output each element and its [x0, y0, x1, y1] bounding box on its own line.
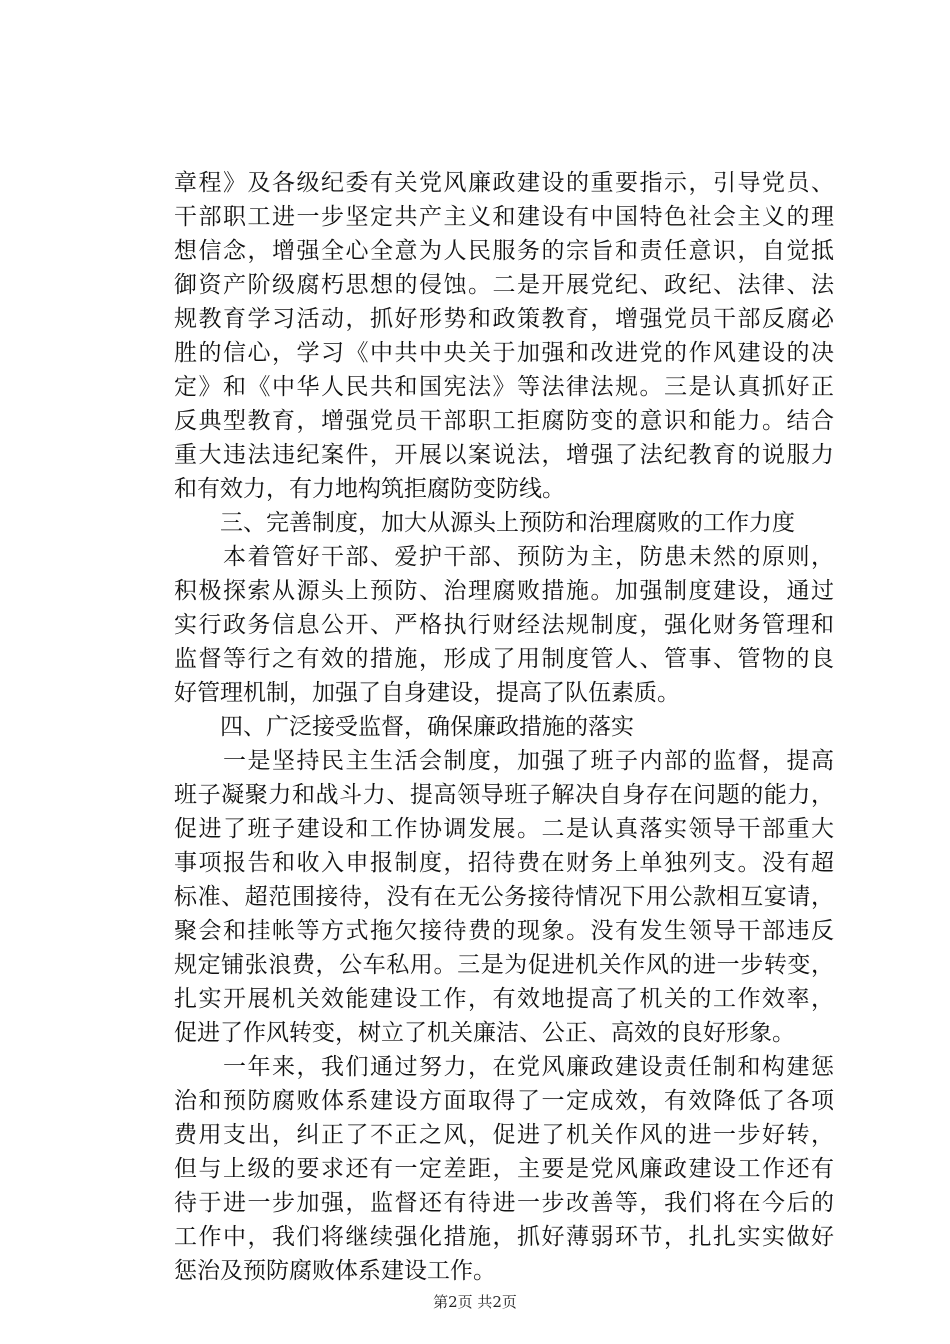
text-line: 和有效力，有力地构筑拒腐防变防线。: [174, 476, 565, 502]
text-line: 想信念，增强全心全意为人民服务的宗旨和责任意识，自觉抵: [174, 238, 834, 264]
text-line: 监督等行之有效的措施，形成了用制度管人、管事、管物的良: [174, 646, 834, 672]
text-line: 反典型教育，增强党员干部职工拒腐防变的意识和能力。结合: [174, 408, 834, 434]
text-line: 重大违法违纪案件，开展以案说法，增强了法纪教育的说服力: [174, 442, 834, 468]
text-line: 实行政务信息公开、严格执行财经法规制度，强化财务管理和: [174, 612, 834, 638]
section-heading: 四、广泛接受监督，确保廉政措施的落实: [174, 714, 634, 740]
text-line: 标准、超范围接待，没有在无公务接待情况下用公款相互宴请，: [174, 884, 834, 910]
document-body: [174, 166, 834, 1288]
text-line: 积极探索从源头上预防、治理腐败措施。加强制度建设，通过: [174, 578, 834, 604]
text-line: 一是坚持民主生活会制度，加强了班子内部的监督，提高: [174, 748, 834, 774]
text-line: 章程》及各级纪委有关党风廉政建设的重要指示，引导党员、: [174, 170, 834, 196]
text-line: 胜的信心，学习《中共中央关于加强和改进党的作风建设的决: [174, 340, 834, 366]
text-line: 促进了班子建设和工作协调发展。二是认真落实领导干部重大: [174, 816, 834, 842]
text-line: 干部职工进一步坚定共产主义和建设有中国特色社会主义的理: [174, 204, 834, 230]
text-line: 促进了作风转变，树立了机关廉洁、公正、高效的良好形象。: [174, 1020, 795, 1046]
text-line: 好管理机制，加强了自身建设，提高了队伍素质。: [174, 680, 680, 706]
page-footer: 第2页 共2页: [433, 1293, 517, 1311]
text-line: 工作中，我们将继续强化措施，抓好薄弱环节，扎扎实实做好: [174, 1224, 834, 1250]
text-line: 治和预防腐败体系建设方面取得了一定成效，有效降低了各项: [174, 1088, 834, 1114]
text-line: 惩治及预防腐败体系建设工作。: [174, 1258, 496, 1284]
text-line: 扎实开展机关效能建设工作，有效地提高了机关的工作效率，: [174, 986, 834, 1012]
text-line: 一年来，我们通过努力，在党风廉政建设责任制和构建惩: [174, 1054, 834, 1080]
text-line: 事项报告和收入申报制度，招待费在财务上单独列支。没有超: [174, 850, 834, 876]
text-line: 规定铺张浪费，公车私用。三是为促进机关作风的进一步转变，: [174, 952, 834, 978]
text-line: 规教育学习活动，抓好形势和政策教育，增强党员干部反腐必: [174, 306, 834, 332]
section-heading: 三、完善制度，加大从源头上预防和治理腐败的工作力度: [174, 510, 795, 536]
text-line: 聚会和挂帐等方式拖欠接待费的现象。没有发生领导干部违反: [174, 918, 834, 944]
text-line: 待于进一步加强，监督还有待进一步改善等，我们将在今后的: [174, 1190, 834, 1216]
text-line: 班子凝聚力和战斗力、提高领导班子解决自身存在问题的能力，: [174, 782, 834, 808]
text-line: 费用支出，纠正了不正之风，促进了机关作风的进一步好转，: [174, 1122, 834, 1148]
text-line: 本着管好干部、爱护干部、预防为主，防患未然的原则，: [174, 544, 834, 570]
text-line: 御资产阶级腐朽思想的侵蚀。二是开展党纪、政纪、法律、法: [174, 272, 834, 298]
text-line: 但与上级的要求还有一定差距，主要是党风廉政建设工作还有: [174, 1156, 834, 1182]
text-line: 定》和《中华人民共和国宪法》等法律法规。三是认真抓好正: [174, 374, 834, 400]
